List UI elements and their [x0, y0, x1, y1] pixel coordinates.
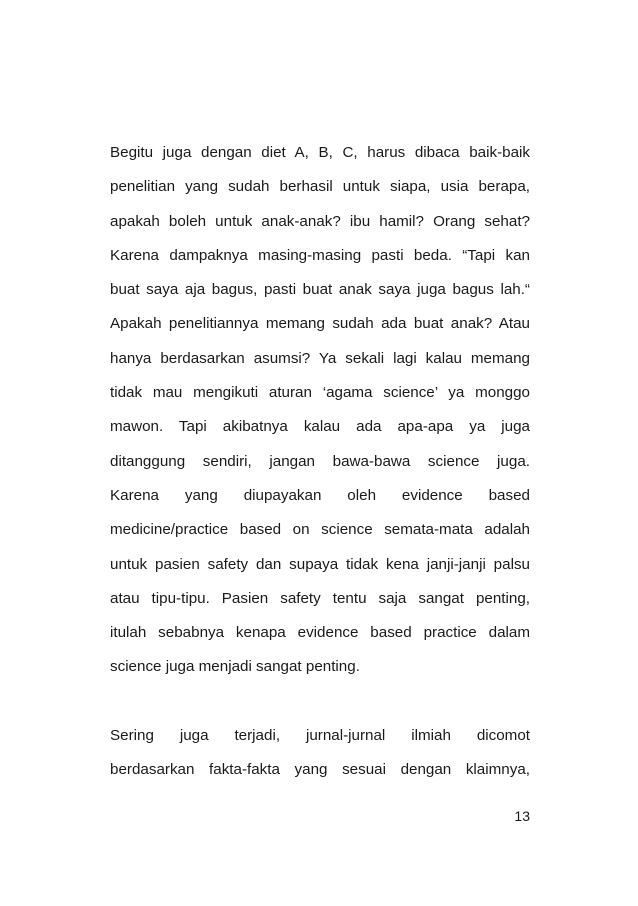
text-line: science juga menjadi sangat penting. — [110, 658, 360, 676]
text-line: hanya berdasarkan asumsi? Ya sekali lagi kalau memang — [110, 349, 530, 367]
text-line: tidak mau mengikuti aturan ‘agama science’ ya monggo — [110, 384, 530, 402]
paragraph-spacer — [110, 685, 530, 719]
text-line: Sering juga terjadi, jurnal-jurnal ilmiah dicomot — [110, 727, 530, 745]
text-line: apakah boleh untuk anak-anak? ibu hamil? Orang sehat? — [110, 212, 530, 230]
text-line: Begitu juga dengan diet A, B, C, harus dibaca baik-baik — [110, 144, 530, 161]
text-line: ditanggung sendiri, jangan bawa-bawa science juga. — [110, 452, 530, 470]
text-line: medicine/practice based on science semata-mata adalah — [110, 521, 530, 539]
text-line: berdasarkan fakta-fakta yang sesuai dengan klaimnya, — [110, 761, 530, 779]
paragraph-2 — [110, 719, 530, 788]
paragraph-1 — [110, 136, 530, 685]
body-text — [110, 136, 530, 788]
text-line: Apakah penelitiannya memang sudah ada buat anak? Atau — [110, 315, 530, 333]
text-line: buat saya aja bagus, pasti buat anak saya juga bagus lah.“ — [110, 281, 530, 299]
text-line: atau tipu-tipu. Pasien safety tentu saja sangat penting, — [110, 589, 530, 607]
page-number: 13 — [514, 808, 530, 824]
text-line: penelitian yang sudah berhasil untuk siapa, usia berapa, — [110, 178, 530, 196]
text-line: mawon. Tapi akibatnya kalau ada apa-apa ya juga — [110, 418, 530, 436]
text-line: Karena dampaknya masing-masing pasti beda. “Tapi kan — [110, 246, 530, 264]
text-line: untuk pasien safety dan supaya tidak kena janji-janji palsu — [110, 555, 530, 573]
text-line: Karena yang diupayakan oleh evidence based — [110, 486, 530, 504]
text-line: itulah sebabnya kenapa evidence based practice dalam — [110, 624, 530, 642]
